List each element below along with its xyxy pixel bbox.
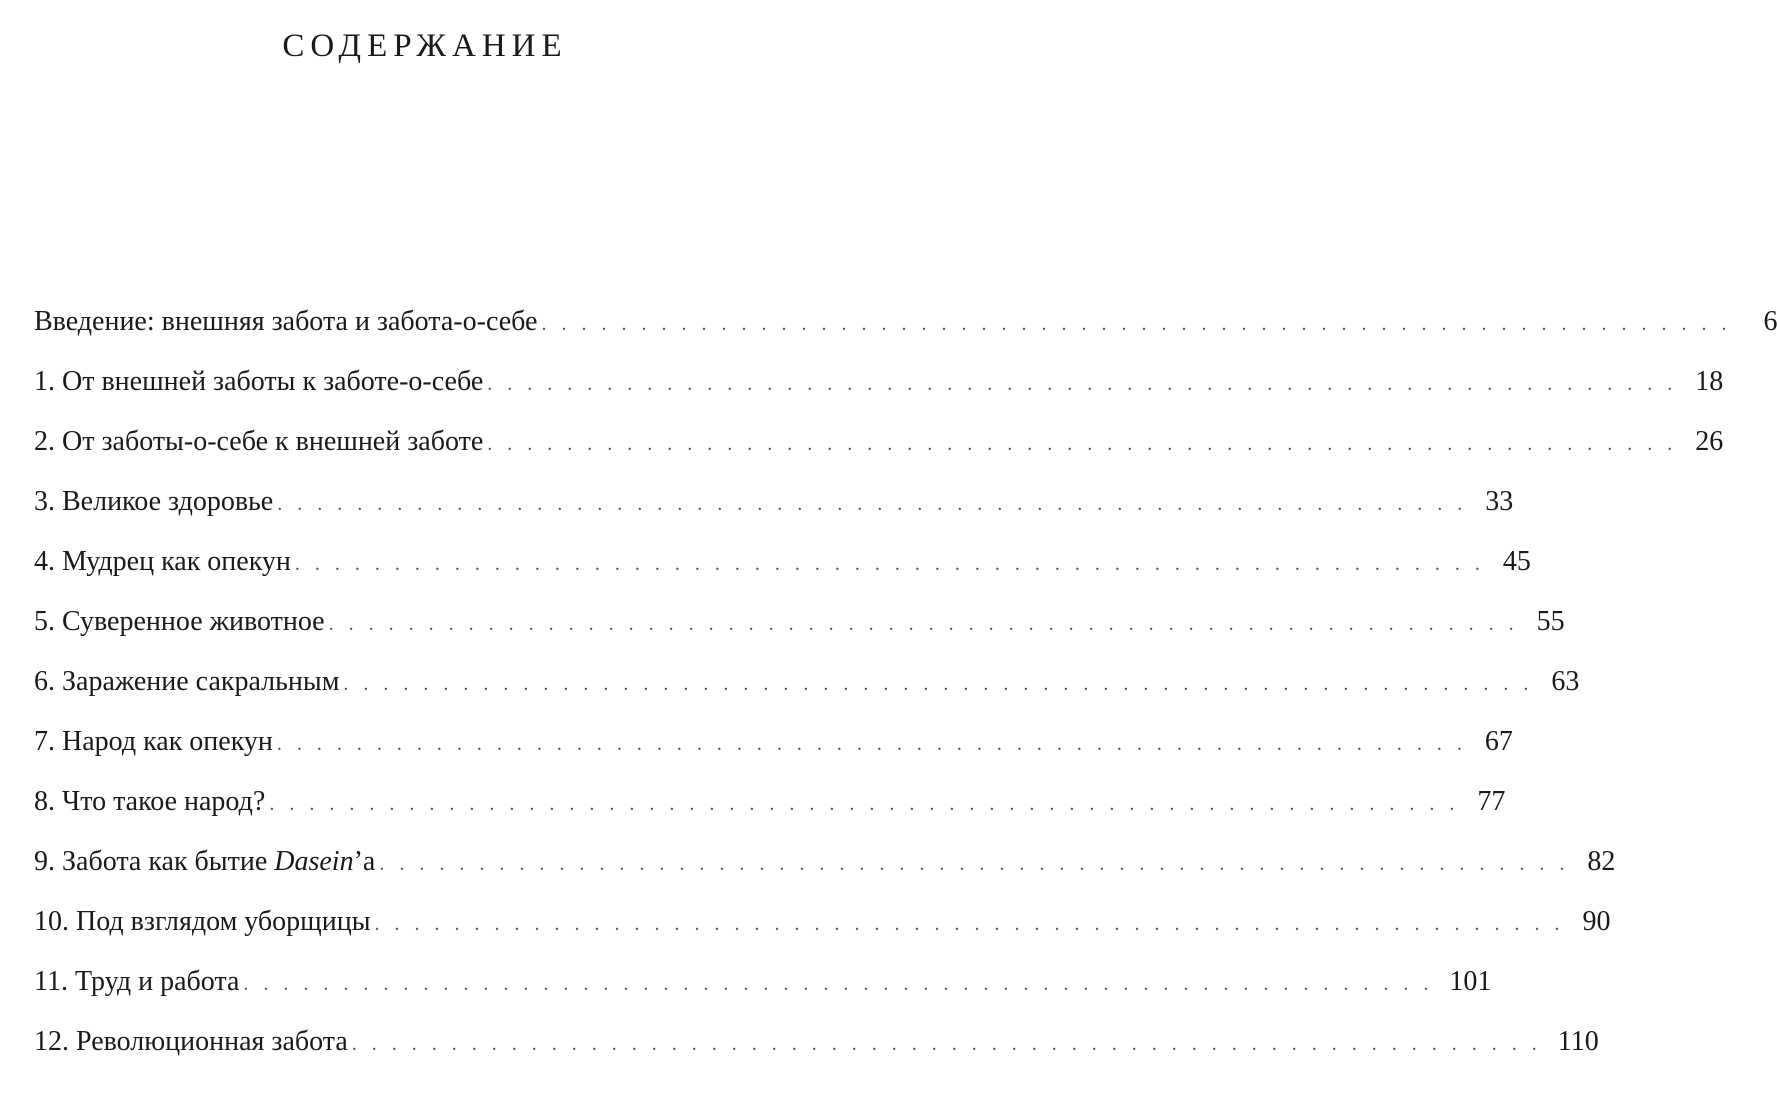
toc-page-number: 67	[1484, 726, 1513, 757]
toc-entry-7[interactable]	[34, 720, 1513, 780]
toc-entry-8[interactable]	[34, 780, 1506, 840]
toc-entry-label: 11. Труд и работа	[34, 966, 240, 997]
toc-page-number: 33	[1485, 486, 1514, 517]
toc-entry-1[interactable]	[34, 360, 1724, 420]
toc-entry-label-suffix: ’а	[353, 846, 376, 877]
toc-page-number: 63	[1551, 666, 1580, 697]
toc-entry-label: 1. От внешней заботы к заботе-о-себе	[34, 366, 484, 397]
dot-leader: ............................................................	[269, 793, 1470, 815]
dot-leader: ............................................................	[343, 673, 1544, 695]
toc-entry-label: 4. Мудрец как опекун	[34, 546, 291, 577]
toc-page-number: 26	[1695, 426, 1724, 457]
toc-entry-5[interactable]	[34, 600, 1565, 660]
toc-entry-4[interactable]	[34, 540, 1531, 600]
toc-entry-label: 3. Великое здоровье	[34, 486, 274, 517]
toc-page-number: 77	[1477, 786, 1506, 817]
toc-page-number: 82	[1587, 846, 1616, 877]
dot-leader: ............................................................	[379, 853, 1580, 875]
toc-entry-label: 8. Что такое народ?	[34, 786, 266, 817]
toc-entry-label	[34, 840, 375, 884]
toc-page-number: 6	[1763, 306, 1777, 337]
dot-leader: ............................................................	[294, 553, 1495, 575]
toc-entry-label: 6. Заражение сакральным	[34, 666, 340, 697]
toc-entry-12[interactable]	[34, 1020, 1599, 1080]
dot-leader: ............................................................	[277, 493, 1478, 515]
page-title: СОДЕРЖАНИЕ	[282, 28, 568, 64]
toc-entry-label-prefix: 9. Забота как бытие	[34, 846, 275, 877]
table-of-contents	[34, 300, 1777, 1080]
toc-entry-label: 5. Суверенное животное	[34, 606, 325, 637]
toc-entry-label: 12. Революционная забота	[34, 1026, 348, 1057]
toc-entry-10[interactable]	[34, 900, 1611, 960]
toc-entry-11[interactable]	[34, 960, 1492, 1020]
toc-entry-label: 10. Под взглядом уборщицы	[34, 906, 371, 937]
toc-entry-6[interactable]	[34, 660, 1580, 720]
toc-entry-label: 7. Народ как опекун	[34, 726, 273, 757]
dot-leader: ............................................................	[276, 733, 1477, 755]
dot-leader: ............................................................	[243, 973, 1444, 995]
toc-page-number: 110	[1557, 1026, 1599, 1057]
dot-leader: ............................................................	[541, 313, 1742, 335]
dot-leader: ............................................................	[328, 613, 1529, 635]
toc-entry-label: 2. От заботы-о-себе к внешней заботе	[34, 426, 484, 457]
toc-entry-2[interactable]	[34, 420, 1724, 480]
toc-page-number: 55	[1536, 606, 1565, 637]
toc-entry-3[interactable]	[34, 480, 1514, 540]
dot-leader: ............................................................	[487, 373, 1688, 395]
toc-page-number: 101	[1449, 966, 1492, 997]
toc-entry-intro[interactable]	[34, 300, 1777, 360]
toc-entry-9[interactable]	[34, 840, 1616, 900]
toc-entry-label-italic: Dasein	[274, 846, 354, 877]
toc-page-number: 90	[1582, 906, 1611, 937]
toc-page-number: 45	[1502, 546, 1531, 577]
dot-leader: ............................................................	[351, 1033, 1552, 1055]
toc-entry-label: Введение: внешняя забота и забота-о-себе	[34, 306, 538, 337]
toc-page-number: 18	[1695, 366, 1724, 397]
dot-leader: ............................................................	[374, 913, 1575, 935]
dot-leader: ............................................................	[487, 433, 1688, 455]
